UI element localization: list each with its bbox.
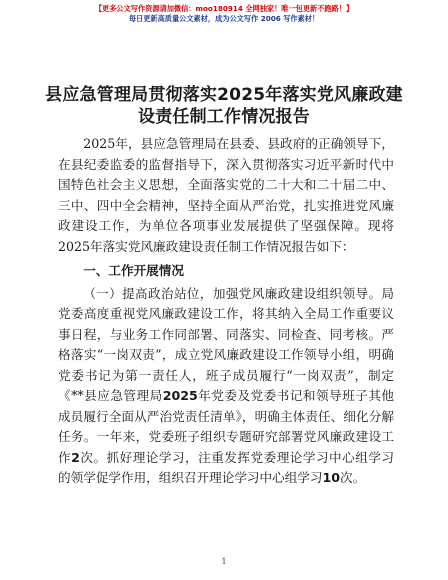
intro-paragraph: 2025年，县应急管理局在县委、县政府的正确领导下，在县纪委监委的监督指导下，深入贯彻落实习近平新时代中国特色社会主义思想，全面落实党的二十大和二十届二中、三中、四中全会精神，坚持全面从严治党，扎实推进党风廉政建设工作，为单位各项事业发展提供了坚强保障。现将2025年落实党风廉政建设责任制工作情况报告如下：: [58, 136, 394, 254]
count-value: 2: [71, 449, 80, 465]
year-value: 2025: [162, 388, 198, 403]
section-paragraph: [58, 284, 394, 489]
count-value: 10: [322, 470, 340, 485]
page-number: 1: [221, 557, 227, 566]
document-body: [58, 134, 394, 489]
section-heading: 一、工作开展情况: [83, 263, 184, 278]
paragraph-text: （一）提高政治站位，加强党风廉政建设组织领导。局党委高度重视党风廉政建设工作，将其纳入全局工作重要议事日程，与业务工作同部署、同落实、同检查、同考核。严格落实“一岗双责”，成立党风廉政建设工作领导小组，明确党委书记为第一责任人，班子成员履行“一岗双责”，制定《**县应急管理局: [58, 285, 394, 403]
promo-banner: [0, 4, 448, 24]
promo-banner-line2: 每日更新高质量公文素材，成为公文写作 2006 写作素材！: [128, 14, 320, 23]
paragraph-text: 次。: [340, 470, 366, 485]
paragraph-text: 年党委及党委书记和领导班子其他成员履行全面从严治党责任清单》，明确主体责任、细化分解任务。一年来，党委班子组织专题研究部署党风廉政建设工作: [58, 388, 395, 465]
promo-banner-line1: 【更多公文写作资源请加微信：moo180914 全网独家！唯一包更新不跑路！】: [94, 4, 354, 13]
document-title: 县应急管理局贯彻落实2025年落实党风廉政建设责任制工作情况报告: [45, 85, 403, 127]
paragraph-text: 次。抓好理论学习，注重发挥党委理论学习中心组学习的领学促学作用，组织召开理论学习中心组学习: [58, 449, 395, 485]
